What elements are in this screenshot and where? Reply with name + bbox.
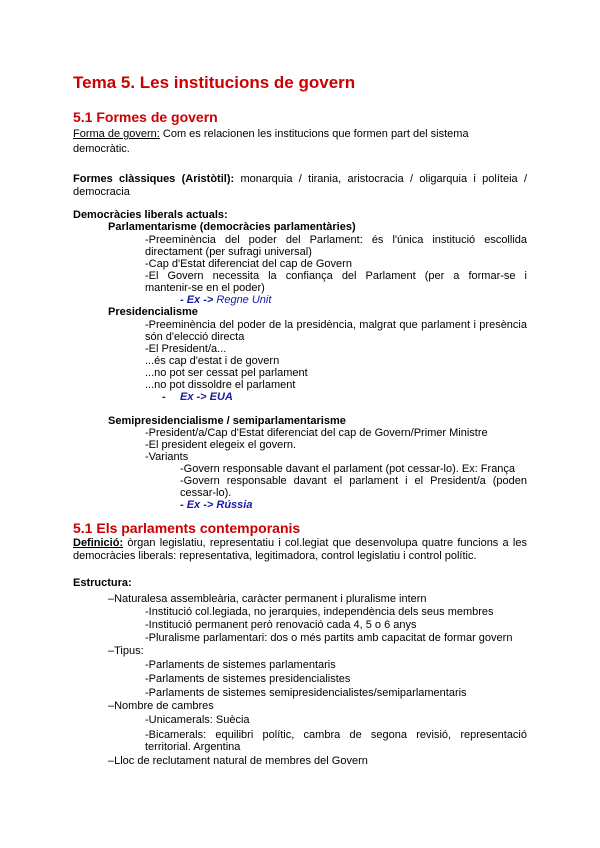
- formes-classiques: [73, 173, 527, 186]
- parl-line-1: -Preeminència del poder del Parlament: és l'única institució escollida: [145, 234, 527, 246]
- tipus-sub-3: -Parlaments de sistemes semipresidencialistes/semiparlamentaris: [145, 687, 467, 699]
- pres-example: Ex -> EUA: [180, 391, 233, 403]
- definition-forma-govern-cont: democràtic.: [73, 143, 130, 155]
- pres-line-1: -Preeminència del poder de la presidència, malgrat que parlament i presència: [145, 319, 527, 331]
- parl-line-2: -Cap d'Estat diferenciat del cap de Govern: [145, 258, 352, 270]
- classic-text: monarquia / tirania, aristocracia / oligarquia i políteia /: [234, 173, 527, 185]
- formes-classiques-cont: democracia: [73, 186, 130, 198]
- semi-line-1: -President/a/Cap d'Estat diferenciat del cap de Govern/Primer Ministre: [145, 427, 488, 439]
- cambres-sub-2: -Bicamerals: equilibri polític, cambra de segona revisió, representació: [145, 729, 527, 741]
- naturalesa-sub-1: -Institució col.legiada, no jerarquies, independència dels seus membres: [145, 606, 494, 618]
- page-title: Tema 5. Les institucions de govern: [73, 73, 356, 92]
- pres-line-5: ...no pot dissoldre el parlament: [145, 379, 296, 391]
- parl-line-3: -El Govern necessita la confiança del Parlament (per a formar-se i: [145, 270, 527, 282]
- cambres-sub-1: -Unicamerals: Suècia: [145, 714, 250, 726]
- classic-term: Formes clàssiques (Aristòtil):: [73, 173, 235, 185]
- parl-example: [180, 294, 271, 307]
- def-term: Forma de govern:: [73, 128, 160, 140]
- cambres-sub-2b: territorial. Argentina: [145, 741, 241, 753]
- estructura-item-reclutament: –Lloc de reclutament natural de membres del Govern: [108, 755, 368, 767]
- estructura-heading: Estructura:: [73, 577, 132, 589]
- estructura-item-tipus: –Tipus:: [108, 645, 144, 657]
- estructura-item-naturalesa: –Naturalesa assembleària, caràcter permanent i pluralisme intern: [108, 593, 427, 605]
- tipus-sub-1: -Parlaments de sistemes parlamentaris: [145, 659, 336, 671]
- section-heading-parlaments: 5.1 Els parlaments contemporanis: [73, 520, 301, 536]
- definicio-parlament: [73, 537, 527, 550]
- democracies-liberals-heading: Democràcies liberals actuals:: [73, 209, 228, 221]
- semipresidencialisme-heading: Semipresidencialisme / semiparlamentarisme: [108, 415, 346, 427]
- definicio-text: òrgan legislatiu, representatiu i col.legiat que desenvolupa quatre funcions a les: [123, 537, 527, 549]
- section-heading-formes: 5.1 Formes de govern: [73, 109, 218, 125]
- tipus-sub-2: -Parlaments de sistemes presidencialistes: [145, 673, 351, 685]
- def-text: Com es relacionen les institucions que formen part del sistema: [159, 128, 469, 140]
- definition-forma-govern: [73, 128, 469, 141]
- pres-line-4: ...no pot ser cessat pel parlament: [145, 367, 308, 379]
- parl-line-1b: directament (per sufragi universal): [145, 246, 312, 258]
- parlamentarisme-heading: Parlamentarisme (democràcies parlamentàries): [108, 221, 356, 233]
- naturalesa-sub-2: -Institució permanent però renovació cada 4, 5 o 6 anys: [145, 619, 417, 631]
- pres-example-dash: -: [162, 391, 166, 403]
- parl-line-3b: mantenir-se en el poder): [145, 282, 265, 294]
- presidencialisme-heading: Presidencialisme: [108, 306, 198, 318]
- pres-line-3: ...és cap d'estat i de govern: [145, 355, 280, 367]
- definicio-parlament-cont: democràcies liberals: representativa, legitimadora, control legislatiu i control polític.: [73, 550, 477, 562]
- estructura-item-cambres: –Nombre de cambres: [108, 700, 214, 712]
- semi-variant-2: -Govern responsable davant el parlament i el President/a (poden: [180, 475, 527, 487]
- pres-line-2: -El President/a...: [145, 343, 227, 355]
- parl-example-value: Regne Unit: [213, 294, 272, 306]
- definicio-term: Definició:: [73, 537, 124, 549]
- semi-variant-2b: cessar-lo).: [180, 487, 232, 499]
- semi-example: - Ex -> Rússia: [180, 499, 253, 511]
- parl-example-label: - Ex ->: [180, 294, 214, 306]
- pres-line-1b: són d'elecció directa: [145, 331, 245, 343]
- semi-variant-1: -Govern responsable davant el parlament (pot cessar-lo). Ex: França: [180, 463, 516, 475]
- naturalesa-sub-3: -Pluralisme parlamentari: dos o més partits amb capacitat de formar govern: [145, 632, 513, 644]
- semi-line-3: -Variants: [145, 451, 189, 463]
- semi-line-2: -El president elegeix el govern.: [145, 439, 297, 451]
